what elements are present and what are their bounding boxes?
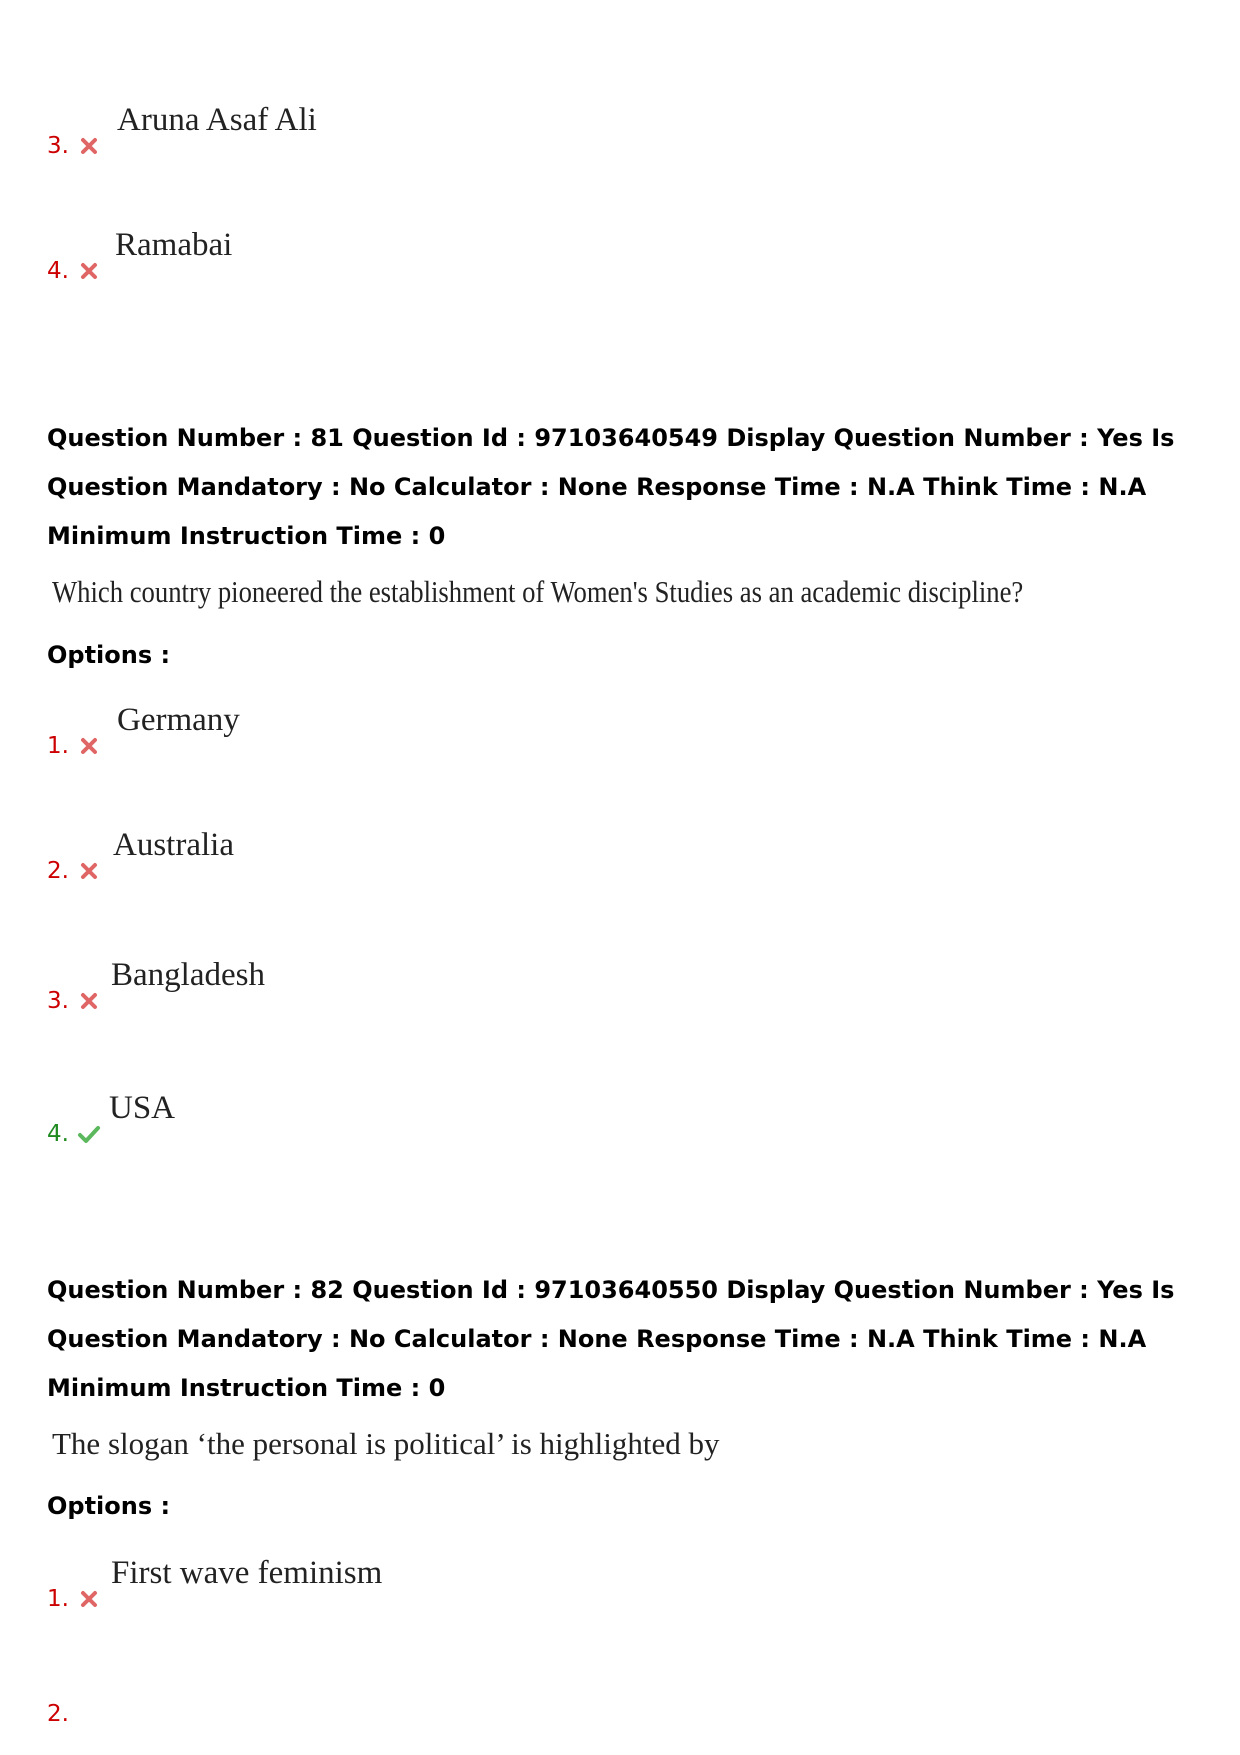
question-82-option-1	[47, 1553, 947, 1613]
option-text: Australia	[113, 827, 234, 863]
cross-icon	[77, 134, 101, 158]
option-number: 1.	[47, 1586, 69, 1612]
option-number: 2.	[47, 858, 69, 884]
option-4-prev-question	[47, 225, 947, 285]
cross-icon	[77, 734, 101, 758]
cross-icon	[77, 259, 101, 283]
question-81-options-label: Options :	[47, 641, 171, 669]
question-81-option-2	[47, 825, 947, 885]
option-3-prev-question	[47, 100, 947, 160]
question-81-meta: Question Number : 81 Question Id : 97103640549 Display Question Number : Yes Is Question Mandatory : No Calculator : None Response Time : N.A Think Time : N.A Minimum Instruction Time : 0	[47, 424, 1175, 550]
option-text: Aruna Asaf Ali	[117, 102, 317, 138]
option-text: Germany	[117, 702, 240, 738]
option-number: 4.	[47, 258, 69, 284]
option-text: Bangladesh	[111, 957, 265, 993]
option-text: USA	[109, 1090, 176, 1126]
cross-icon	[77, 859, 101, 883]
option-number: 3.	[47, 133, 69, 159]
option-number: 1.	[47, 733, 69, 759]
option-text: Ramabai	[115, 227, 233, 263]
question-81-text: Which country pioneered the establishment of Women's Studies as an academic discipline?	[52, 574, 1024, 609]
question-82-option-2	[47, 1668, 947, 1728]
check-icon	[77, 1122, 101, 1146]
option-number: 2.	[47, 1701, 69, 1727]
cross-icon	[77, 989, 101, 1013]
question-81-option-1	[47, 700, 947, 760]
option-text: First wave feminism	[111, 1555, 383, 1591]
question-82-meta: Question Number : 82 Question Id : 97103640550 Display Question Number : Yes Is Question Mandatory : No Calculator : None Response Time : N.A Think Time : N.A Minimum Instruction Time : 0	[47, 1276, 1175, 1402]
question-81-option-3	[47, 955, 947, 1015]
option-number: 4.	[47, 1121, 69, 1147]
question-81-option-4	[47, 1088, 947, 1148]
cross-icon	[77, 1587, 101, 1611]
question-82-text: The slogan ‘the personal is political’ is highlighted by	[52, 1426, 720, 1461]
option-number: 3.	[47, 988, 69, 1014]
question-82-options-label: Options :	[47, 1492, 171, 1520]
